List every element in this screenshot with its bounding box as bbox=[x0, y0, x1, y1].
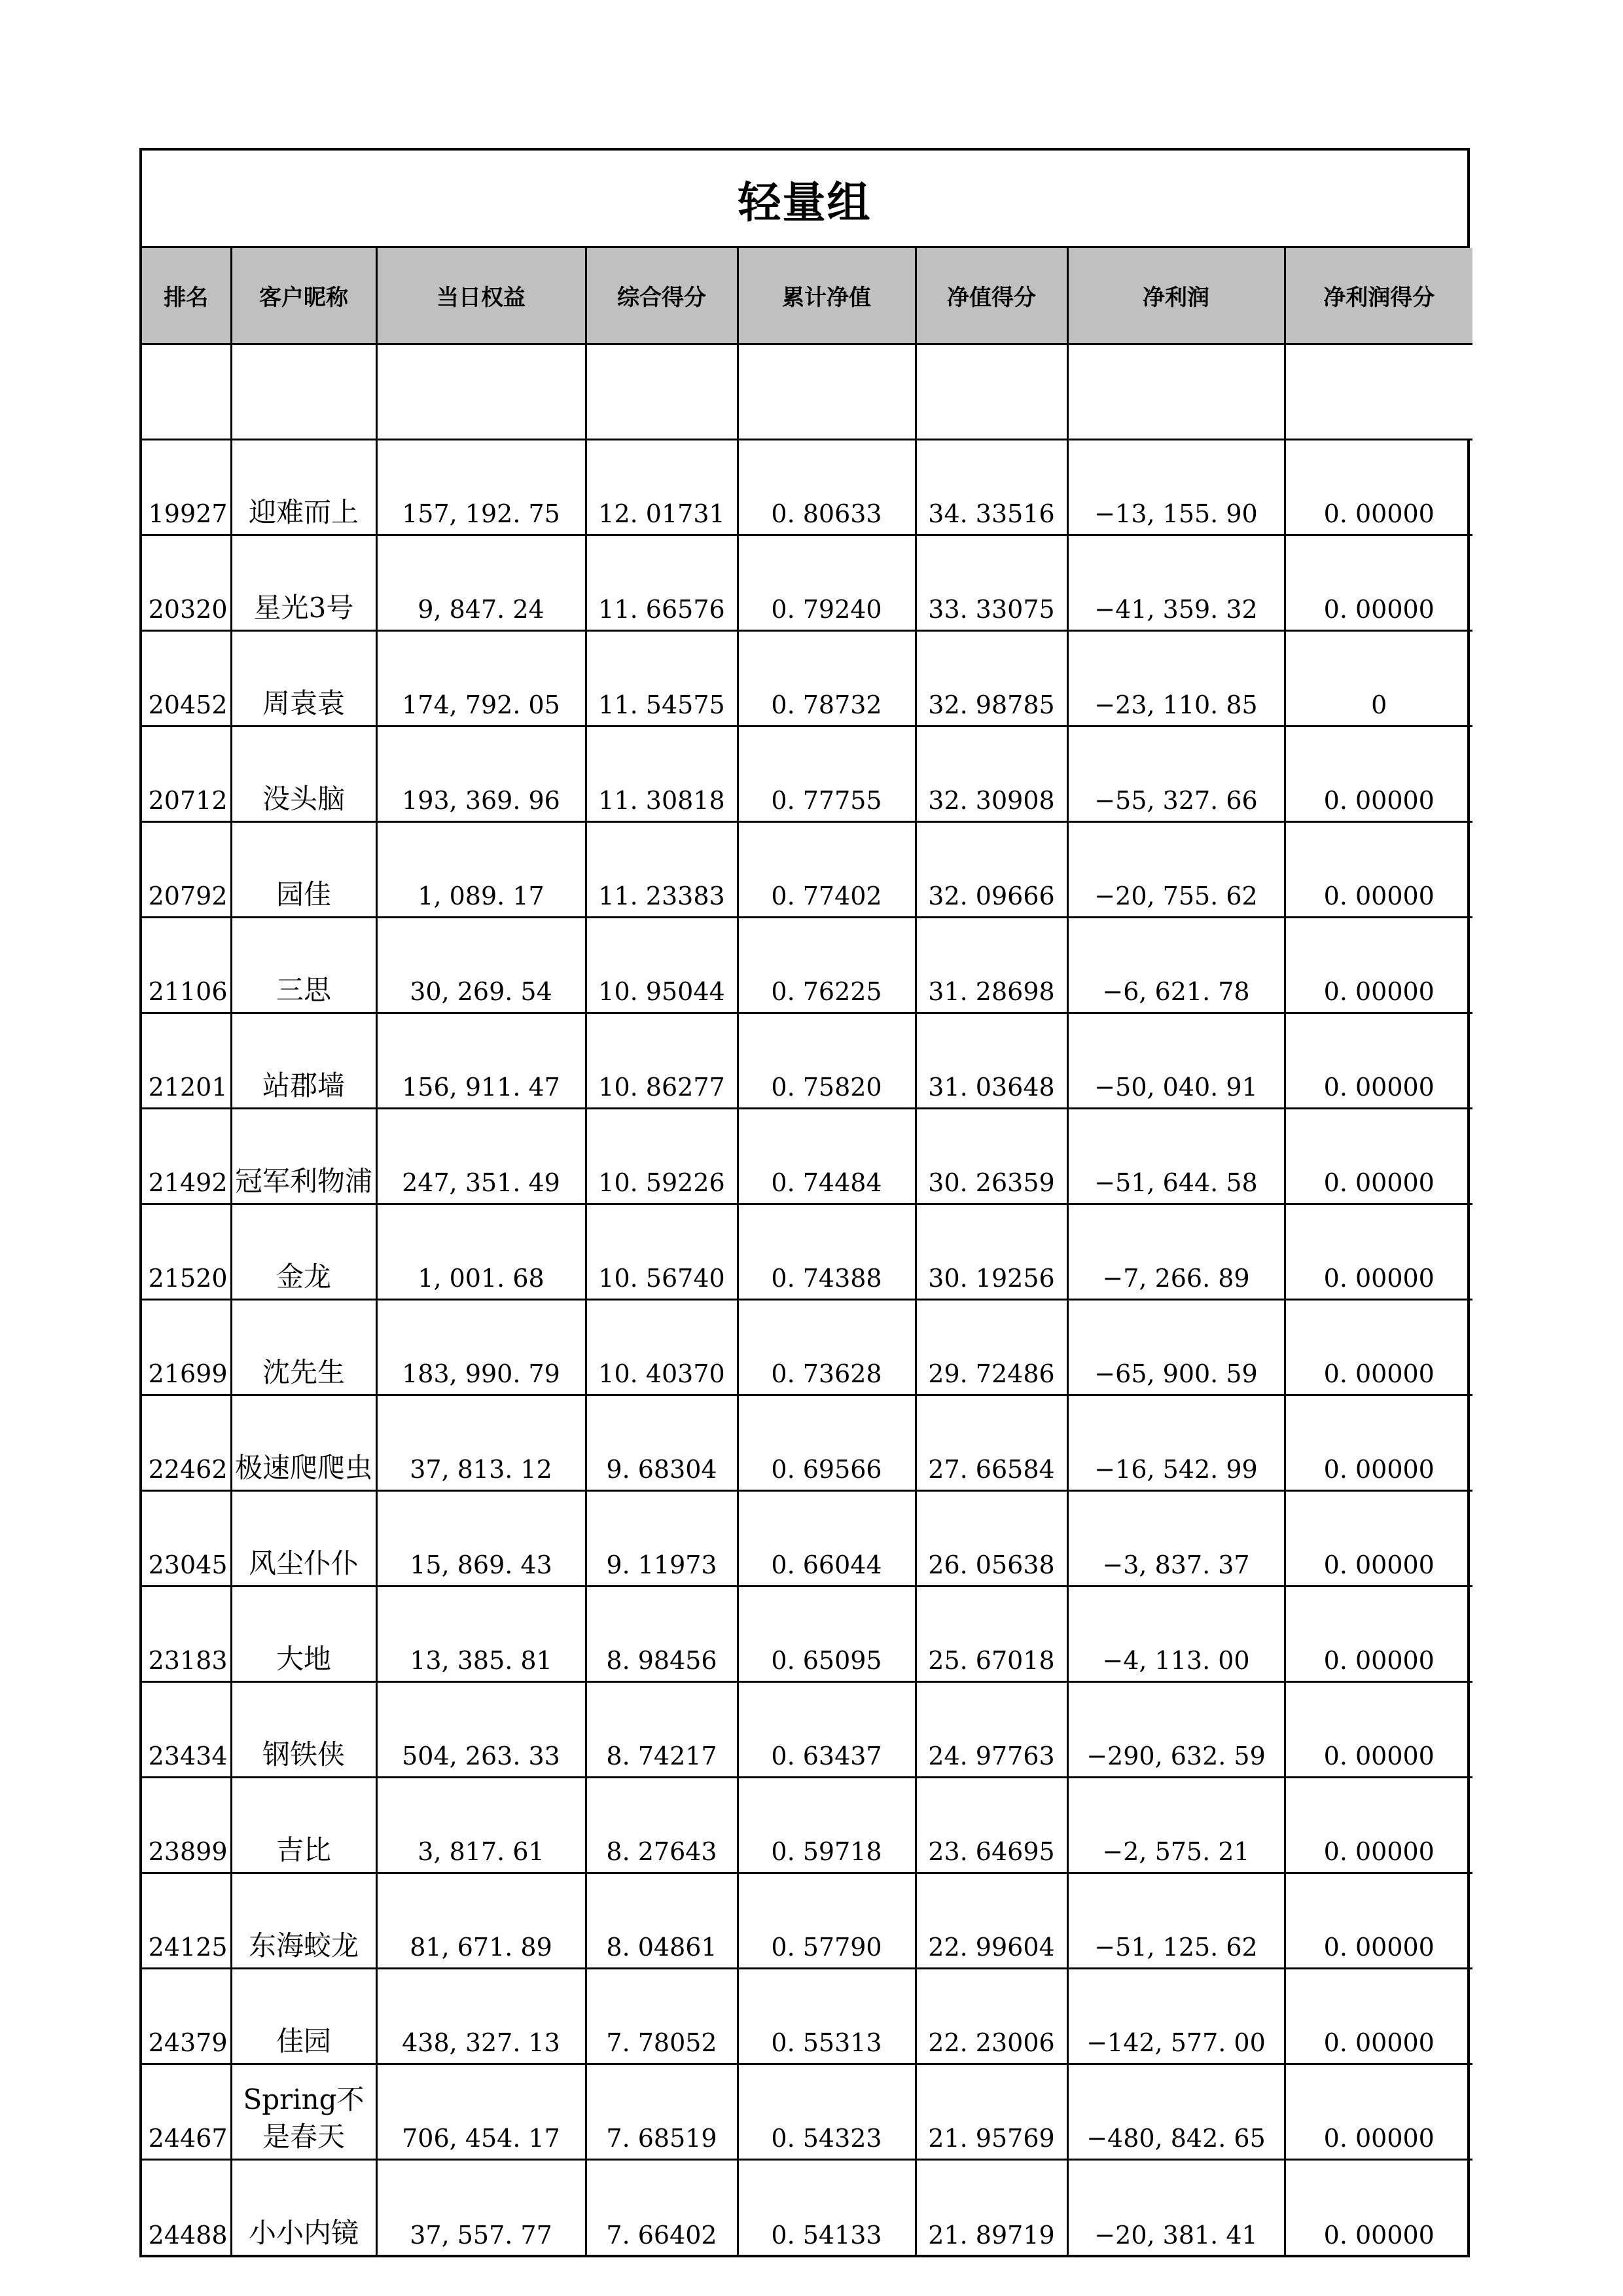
net-profit-score-cell: 0. 00000 bbox=[1285, 1681, 1472, 1777]
nickname-cell: 极速爬爬虫 bbox=[231, 1395, 376, 1490]
composite-score-cell: 12. 01731 bbox=[586, 439, 738, 535]
net-profit-cell: −2, 575. 21 bbox=[1067, 1777, 1285, 1873]
rank-cell: 24125 bbox=[142, 1873, 231, 1968]
ranking-table bbox=[142, 248, 1472, 2255]
nav-score-cell: 25. 67018 bbox=[916, 1586, 1067, 1681]
nav-score-cell: 30. 19256 bbox=[916, 1204, 1067, 1299]
header-rank: 排名 bbox=[142, 248, 231, 344]
rank-cell: 22462 bbox=[142, 1395, 231, 1490]
nickname-cell: 风尘仆仆 bbox=[231, 1490, 376, 1586]
table-row bbox=[142, 1968, 1472, 2064]
equity-cell: 3, 817. 61 bbox=[376, 1777, 586, 1873]
net-profit-score-cell: 0. 00000 bbox=[1285, 1299, 1472, 1395]
table-row bbox=[142, 1681, 1472, 1777]
equity-cell: 1, 089. 17 bbox=[376, 821, 586, 917]
nickname-cell: 金龙 bbox=[231, 1204, 376, 1299]
nav-score-cell: 32. 09666 bbox=[916, 821, 1067, 917]
composite-score-cell: 10. 95044 bbox=[586, 917, 738, 1013]
nav-score-cell: 31. 28698 bbox=[916, 917, 1067, 1013]
table-row bbox=[142, 1490, 1472, 1586]
net-profit-cell: −51, 644. 58 bbox=[1067, 1108, 1285, 1204]
nickname-cell: Spring不是春天 bbox=[231, 2064, 376, 2159]
equity-cell: 183, 990. 79 bbox=[376, 1299, 586, 1395]
rank-cell: 24467 bbox=[142, 2064, 231, 2159]
equity-cell: 15, 869. 43 bbox=[376, 1490, 586, 1586]
cumulative-nav-cell: 0. 74388 bbox=[738, 1204, 916, 1299]
rank-cell: 21106 bbox=[142, 917, 231, 1013]
rank-cell: 21492 bbox=[142, 1108, 231, 1204]
net-profit-score-cell: 0. 00000 bbox=[1285, 1395, 1472, 1490]
composite-score-cell: 11. 66576 bbox=[586, 535, 738, 630]
composite-score-cell: 10. 86277 bbox=[586, 1013, 738, 1108]
equity-cell: 438, 327. 13 bbox=[376, 1968, 586, 2064]
rank-cell: 23899 bbox=[142, 1777, 231, 1873]
net-profit-cell: −7, 266. 89 bbox=[1067, 1204, 1285, 1299]
table-row bbox=[142, 1586, 1472, 1681]
nickname-cell: 佳园 bbox=[231, 1968, 376, 2064]
nickname-cell: 迎难而上 bbox=[231, 439, 376, 535]
nickname-cell: 站郡墙 bbox=[231, 1013, 376, 1108]
composite-score-cell: 10. 40370 bbox=[586, 1299, 738, 1395]
nav-score-cell: 33. 33075 bbox=[916, 535, 1067, 630]
composite-score-cell: 7. 66402 bbox=[586, 2159, 738, 2255]
equity-cell: 504, 263. 33 bbox=[376, 1681, 586, 1777]
net-profit-cell: −41, 359. 32 bbox=[1067, 535, 1285, 630]
net-profit-score-cell: 0. 00000 bbox=[1285, 535, 1472, 630]
nickname-cell: 园佳 bbox=[231, 821, 376, 917]
cumulative-nav-cell: 0. 78732 bbox=[738, 630, 916, 726]
net-profit-cell: −6, 621. 78 bbox=[1067, 917, 1285, 1013]
header-row bbox=[142, 248, 1472, 344]
rank-cell: 20452 bbox=[142, 630, 231, 726]
cumulative-nav-cell: 0. 55313 bbox=[738, 1968, 916, 2064]
net-profit-score-cell: 0. 00000 bbox=[1285, 1777, 1472, 1873]
rank-cell: 20792 bbox=[142, 821, 231, 917]
cumulative-nav-cell: 0. 80633 bbox=[738, 439, 916, 535]
net-profit-score-cell: 0. 00000 bbox=[1285, 1204, 1472, 1299]
nav-score-cell: 23. 64695 bbox=[916, 1777, 1067, 1873]
header-nickname: 客户昵称 bbox=[231, 248, 376, 344]
equity-cell: 156, 911. 47 bbox=[376, 1013, 586, 1108]
composite-score-cell: 10. 56740 bbox=[586, 1204, 738, 1299]
rank-cell: 21201 bbox=[142, 1013, 231, 1108]
nickname-cell: 星光3号 bbox=[231, 535, 376, 630]
nickname-cell: 周袁袁 bbox=[231, 630, 376, 726]
spacer-row bbox=[142, 344, 1472, 439]
rank-cell: 21699 bbox=[142, 1299, 231, 1395]
cumulative-nav-cell: 0. 77402 bbox=[738, 821, 916, 917]
equity-cell: 9, 847. 24 bbox=[376, 535, 586, 630]
composite-score-cell: 7. 78052 bbox=[586, 1968, 738, 2064]
table-row bbox=[142, 917, 1472, 1013]
table-row bbox=[142, 2159, 1472, 2255]
cumulative-nav-cell: 0. 59718 bbox=[738, 1777, 916, 1873]
net-profit-score-cell: 0. 00000 bbox=[1285, 1968, 1472, 2064]
sheet-title: 轻量组 bbox=[142, 151, 1467, 248]
table-row bbox=[142, 1873, 1472, 1968]
cumulative-nav-cell: 0. 77755 bbox=[738, 726, 916, 821]
header-composite-score: 综合得分 bbox=[586, 248, 738, 344]
composite-score-cell: 11. 30818 bbox=[586, 726, 738, 821]
rank-cell: 20320 bbox=[142, 535, 231, 630]
table-row bbox=[142, 439, 1472, 535]
rank-cell: 24488 bbox=[142, 2159, 231, 2255]
table-row bbox=[142, 821, 1472, 917]
nav-score-cell: 24. 97763 bbox=[916, 1681, 1067, 1777]
header-nav-score: 净值得分 bbox=[916, 248, 1067, 344]
equity-cell: 706, 454. 17 bbox=[376, 2064, 586, 2159]
net-profit-cell: −50, 040. 91 bbox=[1067, 1013, 1285, 1108]
net-profit-cell: −23, 110. 85 bbox=[1067, 630, 1285, 726]
rank-cell: 21520 bbox=[142, 1204, 231, 1299]
nav-score-cell: 22. 23006 bbox=[916, 1968, 1067, 2064]
net-profit-cell: −55, 327. 66 bbox=[1067, 726, 1285, 821]
composite-score-cell: 8. 74217 bbox=[586, 1681, 738, 1777]
nav-score-cell: 30. 26359 bbox=[916, 1108, 1067, 1204]
equity-cell: 157, 192. 75 bbox=[376, 439, 586, 535]
nickname-cell: 冠军利物浦 bbox=[231, 1108, 376, 1204]
cumulative-nav-cell: 0. 54133 bbox=[738, 2159, 916, 2255]
nickname-cell: 小小内镜 bbox=[231, 2159, 376, 2255]
cumulative-nav-cell: 0. 63437 bbox=[738, 1681, 916, 1777]
net-profit-score-cell: 0. 00000 bbox=[1285, 2064, 1472, 2159]
table-row bbox=[142, 535, 1472, 630]
net-profit-cell: −13, 155. 90 bbox=[1067, 439, 1285, 535]
table-row bbox=[142, 1299, 1472, 1395]
net-profit-score-cell: 0. 00000 bbox=[1285, 1013, 1472, 1108]
composite-score-cell: 10. 59226 bbox=[586, 1108, 738, 1204]
nickname-cell: 没头脑 bbox=[231, 726, 376, 821]
net-profit-cell: −20, 381. 41 bbox=[1067, 2159, 1285, 2255]
net-profit-cell: −142, 577. 00 bbox=[1067, 1968, 1285, 2064]
equity-cell: 174, 792. 05 bbox=[376, 630, 586, 726]
composite-score-cell: 9. 11973 bbox=[586, 1490, 738, 1586]
rank-cell: 20712 bbox=[142, 726, 231, 821]
nickname-cell: 沈先生 bbox=[231, 1299, 376, 1395]
header-net-profit-score: 净利润得分 bbox=[1285, 248, 1472, 344]
table-row bbox=[142, 1204, 1472, 1299]
table-row bbox=[142, 1013, 1472, 1108]
equity-cell: 30, 269. 54 bbox=[376, 917, 586, 1013]
nav-score-cell: 32. 98785 bbox=[916, 630, 1067, 726]
rank-cell: 23434 bbox=[142, 1681, 231, 1777]
ranking-sheet bbox=[139, 148, 1470, 2257]
net-profit-score-cell: 0. 00000 bbox=[1285, 439, 1472, 535]
cumulative-nav-cell: 0. 76225 bbox=[738, 917, 916, 1013]
nav-score-cell: 26. 05638 bbox=[916, 1490, 1067, 1586]
nav-score-cell: 29. 72486 bbox=[916, 1299, 1067, 1395]
net-profit-cell: −4, 113. 00 bbox=[1067, 1586, 1285, 1681]
cumulative-nav-cell: 0. 69566 bbox=[738, 1395, 916, 1490]
table-row bbox=[142, 1777, 1472, 1873]
net-profit-cell: −20, 755. 62 bbox=[1067, 821, 1285, 917]
table-row bbox=[142, 726, 1472, 821]
nav-score-cell: 22. 99604 bbox=[916, 1873, 1067, 1968]
composite-score-cell: 8. 98456 bbox=[586, 1586, 738, 1681]
table-row bbox=[142, 1108, 1472, 1204]
header-equity: 当日权益 bbox=[376, 248, 586, 344]
nav-score-cell: 27. 66584 bbox=[916, 1395, 1067, 1490]
nickname-cell: 东海蛟龙 bbox=[231, 1873, 376, 1968]
net-profit-score-cell: 0. 00000 bbox=[1285, 1586, 1472, 1681]
composite-score-cell: 7. 68519 bbox=[586, 2064, 738, 2159]
nav-score-cell: 21. 89719 bbox=[916, 2159, 1067, 2255]
net-profit-cell: −480, 842. 65 bbox=[1067, 2064, 1285, 2159]
header-net-profit: 净利润 bbox=[1067, 248, 1285, 344]
table-row bbox=[142, 1395, 1472, 1490]
composite-score-cell: 9. 68304 bbox=[586, 1395, 738, 1490]
cumulative-nav-cell: 0. 79240 bbox=[738, 535, 916, 630]
cumulative-nav-cell: 0. 74484 bbox=[738, 1108, 916, 1204]
table-row bbox=[142, 630, 1472, 726]
nickname-cell: 大地 bbox=[231, 1586, 376, 1681]
composite-score-cell: 8. 27643 bbox=[586, 1777, 738, 1873]
equity-cell: 193, 369. 96 bbox=[376, 726, 586, 821]
nickname-cell: 吉比 bbox=[231, 1777, 376, 1873]
rank-cell: 23183 bbox=[142, 1586, 231, 1681]
cumulative-nav-cell: 0. 66044 bbox=[738, 1490, 916, 1586]
rank-cell: 19927 bbox=[142, 439, 231, 535]
net-profit-cell: −290, 632. 59 bbox=[1067, 1681, 1285, 1777]
equity-cell: 81, 671. 89 bbox=[376, 1873, 586, 1968]
net-profit-score-cell: 0. 00000 bbox=[1285, 821, 1472, 917]
equity-cell: 1, 001. 68 bbox=[376, 1204, 586, 1299]
cumulative-nav-cell: 0. 75820 bbox=[738, 1013, 916, 1108]
net-profit-cell: −3, 837. 37 bbox=[1067, 1490, 1285, 1586]
net-profit-score-cell: 0. 00000 bbox=[1285, 2159, 1472, 2255]
composite-score-cell: 11. 23383 bbox=[586, 821, 738, 917]
net-profit-cell: −16, 542. 99 bbox=[1067, 1395, 1285, 1490]
table-body bbox=[142, 344, 1472, 2255]
equity-cell: 13, 385. 81 bbox=[376, 1586, 586, 1681]
nav-score-cell: 31. 03648 bbox=[916, 1013, 1067, 1108]
header-cumulative-nav: 累计净值 bbox=[738, 248, 916, 344]
net-profit-score-cell: 0 bbox=[1285, 630, 1472, 726]
nickname-cell: 钢铁侠 bbox=[231, 1681, 376, 1777]
table-row bbox=[142, 2064, 1472, 2159]
cumulative-nav-cell: 0. 54323 bbox=[738, 2064, 916, 2159]
equity-cell: 247, 351. 49 bbox=[376, 1108, 586, 1204]
rank-cell: 24379 bbox=[142, 1968, 231, 2064]
cumulative-nav-cell: 0. 73628 bbox=[738, 1299, 916, 1395]
nav-score-cell: 34. 33516 bbox=[916, 439, 1067, 535]
composite-score-cell: 11. 54575 bbox=[586, 630, 738, 726]
equity-cell: 37, 557. 77 bbox=[376, 2159, 586, 2255]
net-profit-score-cell: 0. 00000 bbox=[1285, 1873, 1472, 1968]
net-profit-score-cell: 0. 00000 bbox=[1285, 726, 1472, 821]
cumulative-nav-cell: 0. 57790 bbox=[738, 1873, 916, 1968]
cumulative-nav-cell: 0. 65095 bbox=[738, 1586, 916, 1681]
nav-score-cell: 32. 30908 bbox=[916, 726, 1067, 821]
net-profit-score-cell: 0. 00000 bbox=[1285, 1490, 1472, 1586]
net-profit-cell: −65, 900. 59 bbox=[1067, 1299, 1285, 1395]
rank-cell: 23045 bbox=[142, 1490, 231, 1586]
equity-cell: 37, 813. 12 bbox=[376, 1395, 586, 1490]
net-profit-score-cell: 0. 00000 bbox=[1285, 1108, 1472, 1204]
nickname-cell: 三思 bbox=[231, 917, 376, 1013]
net-profit-score-cell: 0. 00000 bbox=[1285, 917, 1472, 1013]
nav-score-cell: 21. 95769 bbox=[916, 2064, 1067, 2159]
net-profit-cell: −51, 125. 62 bbox=[1067, 1873, 1285, 1968]
composite-score-cell: 8. 04861 bbox=[586, 1873, 738, 1968]
